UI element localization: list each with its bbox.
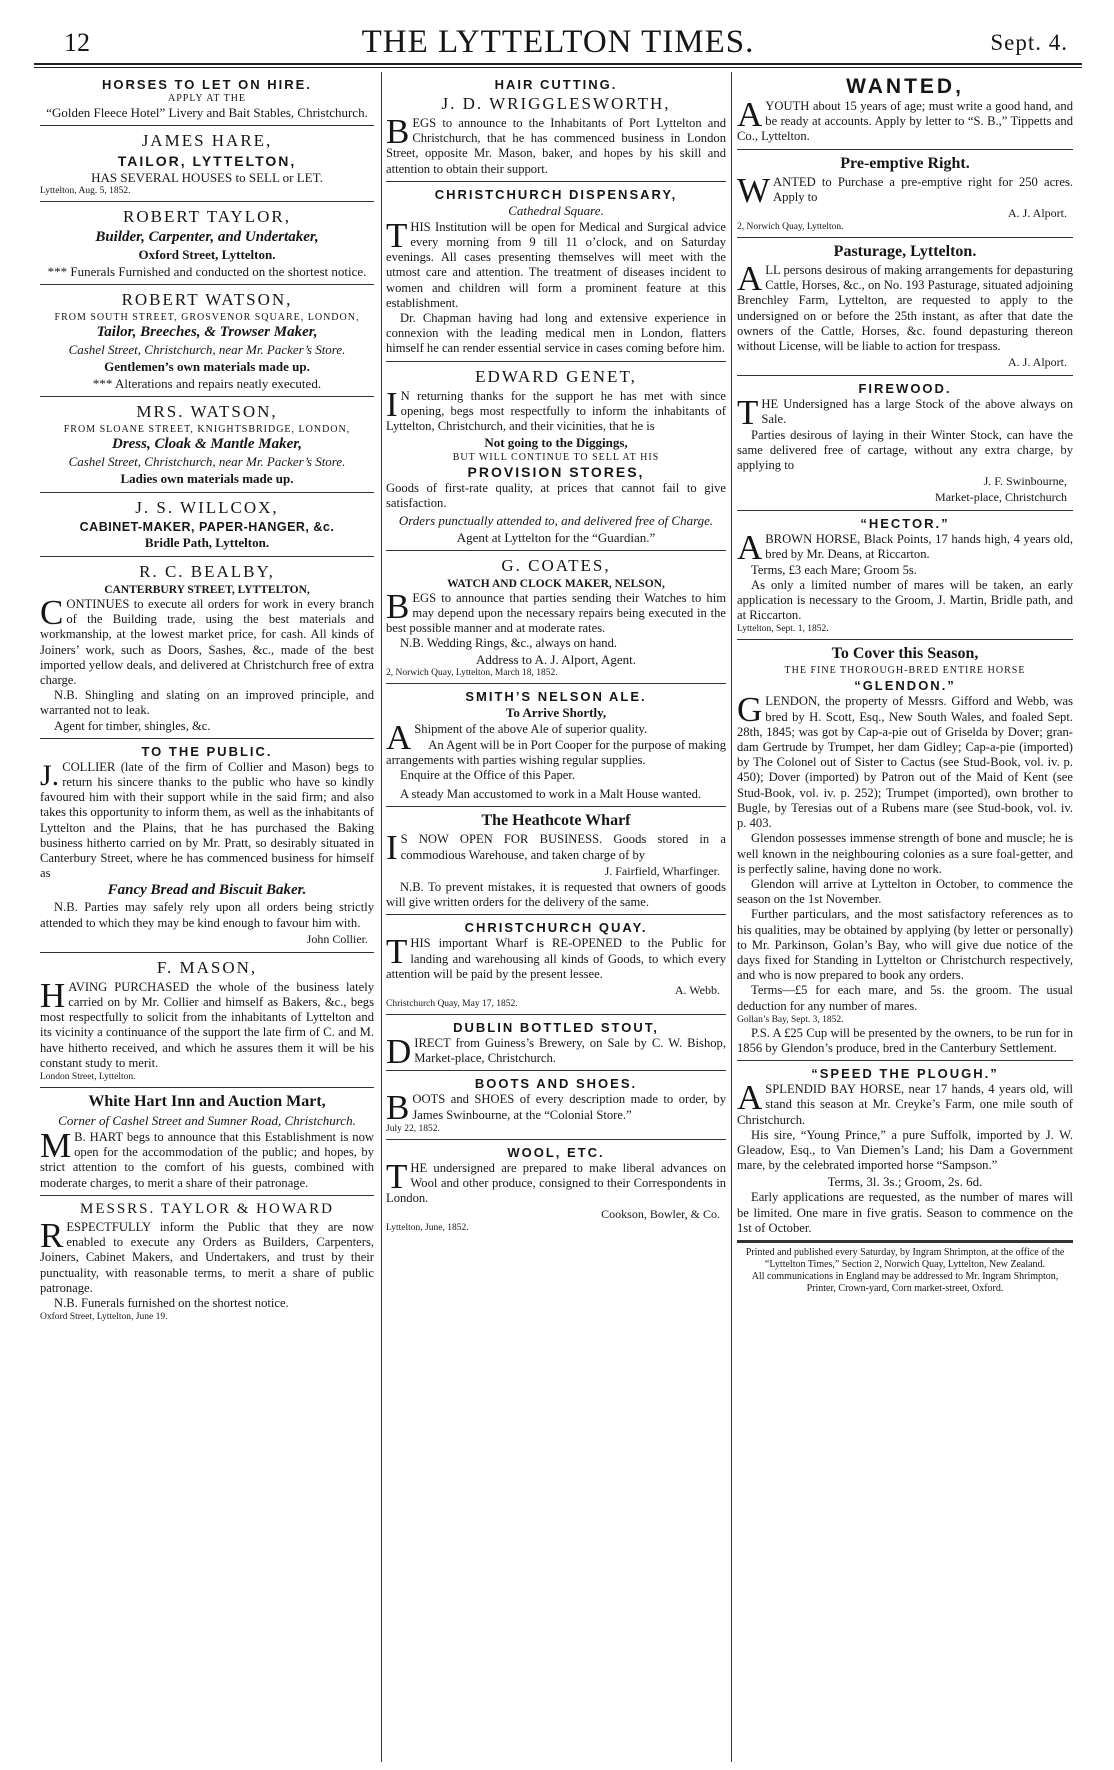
ad-text: LL persons desirous of making arrangements for depasturing Cattle, Horses, &c., on No. 193 Pasturage, situated adjoining Brenchley Farm, Lyttelton, are requested to apply to the undersigned on or before the 25th instant, as after that date the owners of the Cattle, Horses, &c. found depasturing thereon without License, will be liable to action for trespass. <box>737 263 1073 354</box>
imprint-line-2: All communications in England may be addressed to Mr. Ingram Shrimpton, Printer, Crown-yard, Corn market-street, Oxford. <box>751 1270 1059 1294</box>
advertiser-name: R. C. BEALBY, <box>139 562 275 581</box>
ad-robert-watson <box>40 285 374 397</box>
ad-text-4: A steady Man accustomed to work in a Malt House wanted. <box>400 787 702 802</box>
ad-boots-and-shoes <box>386 1071 726 1139</box>
drop-cap: T <box>737 393 759 433</box>
ad-text-2: Dr. Chapman having had long and extensive experience in connexion with the leading medical men in London, flatters himself he can render essential service in cases coming before him. <box>386 311 726 356</box>
ad-title: To Cover this Season, <box>831 645 979 663</box>
ad-terms: Terms—£5 for each mare, and 5s. the groom. The usual deduction for any number of mares. <box>737 983 1073 1013</box>
ad-james-hare <box>40 126 374 202</box>
advertiser-trade: Dress, Cloak & Mantle Maker, <box>111 436 303 452</box>
ad-text: YOUTH about 15 years of age; must write a good hand, and be ready at accounts. Apply by letter to “S. B.,” Tippetts and Co., Lyttelton. <box>737 99 1073 144</box>
ad-signature: J. Fairfield, Wharfinger. <box>604 863 720 878</box>
ad-bealby <box>40 557 374 739</box>
ad-agent: Agent for timber, shingles, &c. <box>54 718 211 733</box>
advertiser-name: ROBERT TAYLOR, <box>123 207 291 226</box>
ad-date: Lyttelton, Sept. 1, 1852. <box>737 624 829 635</box>
ad-note: Gentlemen’s own materials made up. <box>104 359 310 374</box>
ad-text: ANTED to Purchase a pre-emptive right for 250 acres. Apply to <box>773 174 1073 204</box>
drop-cap: I <box>386 828 398 868</box>
ad-note-2: *** Alterations and repairs neatly executed. <box>92 376 322 391</box>
ad-white-hart-inn <box>40 1088 374 1196</box>
ad-bottled-stout <box>386 1015 726 1071</box>
ad-text: EGS to announce that parties sending their Watches to him may depend upon the necessary repairs being executed in the best possible manner and at moderate rates. <box>386 590 726 636</box>
ad-text: N returning thanks for the support he has met with since opening, begs most respectfully to inform the inhabitants of Lyttelton, Christchurch, and their vicinities, that he is <box>386 388 726 434</box>
ad-title: WOOL, ETC. <box>507 1144 605 1160</box>
drop-cap: R <box>40 1215 64 1255</box>
advertiser-address: CANTERBURY STREET, LYTTELTON, <box>104 584 310 596</box>
ad-f-mason <box>40 953 374 1088</box>
ad-note: N.B. To prevent mistakes, it is requested that owners of goods will give written orders for the delivery of the same. <box>386 879 726 910</box>
ad-robert-taylor <box>40 202 374 285</box>
drop-cap: C <box>40 593 64 632</box>
ad-signature: J. F. Swinbourne, <box>983 474 1067 489</box>
ad-signature: John Collier. <box>306 931 368 946</box>
ad-date: Christchurch Quay, May 17, 1852. <box>386 998 518 1009</box>
advertiser-name: G. COATES, <box>501 555 611 575</box>
advertiser-trade: CABINET-MAKER, PAPER-HANGER, &c. <box>79 520 335 534</box>
ad-title: SMITH’S NELSON ALE. <box>465 689 647 705</box>
advertiser-trade: Fancy Bread and Biscuit Baker. <box>107 882 307 899</box>
ad-title: “SPEED THE PLOUGH.” <box>811 1066 999 1082</box>
ad-terms: Terms, 3l. 3s.; Groom, 2s. 6d. <box>827 1174 983 1190</box>
advertiser-name: J. S. WILLCOX, <box>135 498 279 517</box>
drop-cap: M <box>40 1126 72 1166</box>
ad-postscript: P.S. A £25 Cup will be presented by the owners, to be run for in 1856 by Glendon’s produce, bred in the Canterbury Settlement. <box>737 1025 1073 1055</box>
ad-text: ESPECTFULLY inform the Public that they are now enabled to execute any Orders as Builders, Carpenters, Joiners, Cabinet Makers, and Undertakers, and trust by their punctuality, with reasonable terms, to merit a share of public patronage. <box>40 1219 374 1295</box>
ad-to-the-public <box>40 739 374 953</box>
ad-address: Oxford Street, Lyttelton, June 19. <box>40 1312 168 1323</box>
advertiser-address: Bridle Path, Lyttelton. <box>144 535 270 550</box>
column-1 <box>40 72 374 1762</box>
ad-signature: A. J. Alport. <box>1007 206 1067 221</box>
ad-glendon <box>737 640 1073 1061</box>
ad-pre-emptive-right <box>737 150 1073 238</box>
drop-cap: H <box>40 975 66 1015</box>
ad-subtitle: To Arrive Shortly, <box>505 705 607 721</box>
ad-italic-note: Orders punctually attended to, and delivered free of Charge. <box>398 512 714 528</box>
masthead-rule <box>34 63 1082 65</box>
ad-text-2: An Agent will be in Port Cooper for the purpose of making arrangements with parties wishing regular supplies. <box>386 737 726 767</box>
ad-hair-cutting <box>386 72 726 182</box>
ad-text-2: Glendon possesses immense strength of bone and muscle; he is well known in the neighbouring colonies as a sure foal-getter, and is perfectly saline, having done no work. <box>737 831 1073 876</box>
ad-christchurch-quay <box>386 915 726 1015</box>
drop-cap: T <box>386 1156 408 1196</box>
ad-text-3: Early applications are requested, as the number of mares will be limited. One mare in five gratis. Season to commence on the 1st of October. <box>737 1190 1073 1235</box>
ad-title: Pre-emptive Right. <box>840 154 970 172</box>
drop-cap: G <box>737 690 763 730</box>
ad-taylor-howard <box>40 1196 374 1327</box>
page-number: 12 <box>64 28 90 57</box>
drop-cap: I <box>386 384 398 424</box>
column-3 <box>737 72 1073 1762</box>
ad-note: Ladies own materials made up. <box>120 471 294 486</box>
ad-wanted <box>737 72 1073 150</box>
ad-text: SPLENDID BAY HORSE, near 17 hands, 4 years old, will stand this season at Mr. Creyke’s Farm, one mile south of Christchurch. <box>737 1082 1073 1127</box>
advertiser-address: Cashel Street, Christchurch, near Mr. Packer’s Store. <box>68 454 346 469</box>
ad-text: “Golden Fleece Hotel” Livery and Bait Stables, Christchurch. <box>46 105 368 120</box>
drop-cap: A <box>386 718 412 758</box>
ad-text-2: Parties desirous of laying in their Winter Stock, can have the same delivered free of cartage, without any extra charge, by applying to <box>737 427 1073 473</box>
ad-title: WANTED, <box>846 75 964 98</box>
ad-text: ONTINUES to execute all orders for work in every branch of the Building trade, using the best materials and workmanship, at the lowest market price, for cash. All kinds of Joiners’ work, such as Doors, Sashes, &c., made of the best imported yellow deals, and delivered at Christchurch free of extra charge. <box>40 597 374 688</box>
drop-cap: T <box>386 932 408 972</box>
ad-text: HE Undersigned has a large Stock of the above always on Sale. <box>761 397 1073 427</box>
advertiser-name: ROBERT WATSON, <box>121 290 293 309</box>
ad-text-3: Glendon will arrive at Lyttelton in October, to commence the season on the 1st November. <box>737 876 1073 907</box>
ad-edward-genet <box>386 362 726 551</box>
ad-date: 2, Norwich Quay, Lyttelton. <box>737 222 844 233</box>
advertiser-address: Cashel Street, Christchurch, near Mr. Packer’s Store. <box>68 342 346 357</box>
column-2 <box>386 72 726 1762</box>
ad-text: EGS to announce to the Inhabitants of Port Lyttelton and Christchurch, that he has commenced business in London Street, opposite Mr. Mason, baker, and hopes by his skill and attention to obtain their support. <box>386 116 726 176</box>
ad-text: S NOW OPEN FOR BUSINESS. Goods stored in a commodious Warehouse, and taken charge of by <box>400 832 726 862</box>
ad-text: HE undersigned are prepared to make liberal advances on Wool and other produce, consigned to their Correspondents in London. <box>386 1160 726 1206</box>
ad-stores: PROVISION STORES, <box>467 464 645 481</box>
ad-text: OOTS and SHOES of every description made to order, by James Swinbourne, at the “Colonial Store.” <box>412 1092 726 1122</box>
advertiser-origin: FROM SLOANE STREET, KNIGHTSBRIDGE, LONDON, <box>63 424 351 435</box>
ad-date: 2, Norwich Quay, Lyttelton, March 18, 1852. <box>386 668 558 679</box>
ad-date: July 22, 1852. <box>386 1123 440 1134</box>
ad-text-2: Goods of first-rate quality, at prices that cannot fail to give satisfaction. <box>386 481 726 511</box>
drop-cap: B <box>386 112 410 151</box>
masthead <box>34 24 1082 58</box>
ad-address: Address to A. J. Alport, Agent. <box>476 652 636 668</box>
ad-signature-2: Market-place, Christchurch <box>935 490 1067 505</box>
ad-note: N.B. Shingling and slating on an improved principle, and warranted not to leak. <box>40 688 374 718</box>
ad-address: London Street, Lyttelton. <box>40 1072 136 1083</box>
ad-firewood <box>737 376 1073 511</box>
advertiser-trade: Builder, Carpenter, and Undertaker, <box>95 229 319 245</box>
ad-title: CHRISTCHURCH QUAY. <box>464 920 648 936</box>
ad-date: Lyttelton, Aug. 5, 1852. <box>40 186 131 196</box>
printer-imprint <box>737 1241 1073 1299</box>
advertiser-name: EDWARD GENET, <box>475 366 637 386</box>
horse-name: “GLENDON.” <box>854 678 956 694</box>
ad-note: N.B. Wedding Rings, &c., always on hand. <box>400 636 618 651</box>
ad-heathcote-wharf <box>386 807 726 915</box>
ad-subline: BUT WILL CONTINUE TO SELL AT HIS <box>452 452 660 464</box>
ad-subtitle: THE FINE THOROUGH-BRED ENTIRE HORSE <box>784 665 1026 677</box>
ad-emphasis: Not going to the Diggings, <box>484 435 628 451</box>
ad-note: N.B. Funerals furnished on the shortest notice. <box>54 1295 289 1310</box>
ad-willcox <box>40 493 374 557</box>
ad-agent: Agent at Lyttelton for the “Guardian.” <box>456 529 656 545</box>
ad-date: Gollan’s Bay, Sept. 3, 1852. <box>737 1014 844 1025</box>
ad-text: COLLIER (late of the firm of Collier and Mason) begs to return his sincere thanks to the public who have so kindly favoured him with their support while in the said firm; and also takes this opportunity to inform them, as well as the inhabitants of Lyttelton and the Plains, that he has purchased the Baking business hitherto carried on by Mr. Pratt, so desirably situated in Canterbury Street, where he has commenced business for himself as <box>40 759 374 881</box>
ad-title: BOOTS AND SHOES. <box>474 1076 638 1092</box>
column-divider-2 <box>731 72 732 1762</box>
drop-cap: A <box>737 259 763 299</box>
ad-text-3: Enquire at the Office of this Paper. <box>400 768 575 783</box>
advertiser-trade: WATCH AND CLOCK MAKER, NELSON, <box>447 577 665 590</box>
ad-text-4: Further particulars, and the most satisfactory references as to his qualities, may be obtained by applying (by letter or personally) to Mr. Parkinson, Golan’s Bay, who will give due notice of the days fixed for Standing in Lyttelton or Christchurch respectively, and who is now prepared to book any orders. <box>737 907 1073 983</box>
column-divider-1 <box>381 72 382 1762</box>
ad-title: TO THE PUBLIC. <box>141 743 273 759</box>
ad-title: “HECTOR.” <box>860 516 950 532</box>
ad-text: *** Funerals Furnished and conducted on the shortest notice. <box>47 264 367 279</box>
ad-title: CHRISTCHURCH DISPENSARY, <box>434 186 678 202</box>
drop-cap: A <box>737 1078 763 1118</box>
ad-title: HORSES TO LET ON HIRE. <box>102 77 312 92</box>
ad-pasturage <box>737 238 1073 376</box>
ad-subline: APPLY AT THE <box>167 93 247 104</box>
ad-text: IRECT from Guiness’s Brewery, on Sale by C. W. Bishop, Market-place, Christchurch. <box>414 1035 726 1066</box>
ad-text-2: His sire, “Young Prince,” a pure Suffolk, imported by J. W. Gleadow, Esq., to Van Diemen’s Land; his Dam a Government mare, by the celebrated imported horse “Sampson.” <box>737 1127 1073 1173</box>
ad-nelson-ale <box>386 684 726 807</box>
ad-text: BROWN HORSE, Black Points, 17 hands high, 4 years old, bred by Mr. Deans, at Riccarton. <box>765 532 1073 562</box>
ad-signature: A. J. Alport. <box>1007 355 1067 370</box>
ad-text: HIS important Wharf is RE-OPENED to the Public for landing and warehousing all kinds of Goods, to which every attention will be paid by the present lessee. <box>386 936 726 981</box>
ad-text: AVING PURCHASED the whole of the business lately carried on by Mr. Collier and himself as Bakers, &c., begs most respectfully to solicit from the inhabitants of Lyttelton and its vicinity a continuance of the support the late firm of C. and M. have hitherto received, and which he assures them it will be his constant study to merit. <box>40 979 374 1070</box>
ad-subtitle: Cathedral Square. <box>508 202 604 218</box>
ad-terms: Terms, £3 each Mare; Groom 5s. <box>751 562 917 577</box>
newspaper-title: THE LYTTELTON TIMES. <box>361 24 755 60</box>
ad-text: HIS Institution will be open for Medical and Surgical advice every morning from 9 till 11 o’clock, and on Saturday evenings. All cases presenting themselves will meet with the utmost care and attention. The treatment of diseases incident to women and children will form a prominent feature at this establishment. <box>386 219 726 310</box>
advertiser-trade: TAILOR, LYTTELTON, <box>117 153 297 169</box>
ad-title: DUBLIN BOTTLED STOUT, <box>453 1019 659 1035</box>
ad-signature: Cookson, Bowler, & Co. <box>601 1207 720 1222</box>
ad-text-2: As only a limited number of mares will be taken, an early application is necessary to the Groom, J. Martin, Bridle path, and at Riccarton. <box>737 577 1073 623</box>
drop-cap: W <box>737 170 771 210</box>
ad-title: HAIR CUTTING. <box>494 77 618 92</box>
ad-speed-the-plough <box>737 1061 1073 1241</box>
drop-cap: B <box>386 1088 410 1128</box>
advertiser-name: J. D. WRIGGLESWORTH, <box>441 94 671 113</box>
ad-g-coates <box>386 551 726 685</box>
ad-title: Pasturage, Lyttelton. <box>833 243 977 261</box>
ad-text: LENDON, the property of Messrs. Gifford and Webb, was bred by H. Scott, Esq., New South Wales, and foaled Sept. 28th, 1845; was got by Cap-a-pie out of Griselda by Dover; gran-dam Gertrude by Trumpet, her dam Gidley; Cap-a-pie (imported) by The Colonel out of Sister to Cactus (see Stud-Book, vol. iv. p. 450); Dover (imported) by Patron out of the Maid of Kent (see Stud-Book, vol. iv. p. 252); Trumpet (imported), own brother to Bugle, by Teresias out of a Rubens mare (see Stud-book, vol. iv. p. 403. <box>737 694 1073 831</box>
ad-date: Lyttelton, June, 1852. <box>386 1223 469 1234</box>
advertiser-name: MESSRS. TAYLOR & HOWARD <box>79 1200 334 1217</box>
ad-signature: A. Webb. <box>674 982 720 997</box>
drop-cap: B <box>386 586 410 626</box>
masthead-rule-thin <box>34 67 1082 68</box>
drop-cap: J. <box>40 758 60 792</box>
advertiser-name: F. MASON, <box>156 957 258 977</box>
imprint-line-1: Printed and published every Saturday, by Ingram Shrimpton, at the office of the “Lyttelton Times,” Section 2, Norwich Quay, Lyttelton, New Zealand. <box>745 1246 1065 1270</box>
advertiser-address: Oxford Street, Lyttelton. <box>138 247 276 262</box>
ad-text: B. HART begs to announce that this Establishment is now open for the accommodation of the public; and hopes, by strict attention to the comfort of his guests, combined with moderate charges, to merit a share of their patronage. <box>40 1130 374 1190</box>
ad-text: Shipment of the above Ale of superior quality. <box>414 722 648 737</box>
ad-mrs-watson <box>40 397 374 493</box>
ad-title: The Heathcote Wharf <box>481 812 631 830</box>
ad-hector <box>737 511 1073 640</box>
ad-wool <box>386 1140 726 1239</box>
issue-date: Sept. 4. <box>990 30 1068 55</box>
ad-title: FIREWOOD. <box>858 381 952 397</box>
ad-subtitle: Corner of Cashel Street and Sumner Road, Christchurch. <box>58 1113 356 1129</box>
advertiser-name: JAMES HARE, <box>141 131 273 150</box>
ad-christchurch-dispensary <box>386 182 726 362</box>
ad-text: HAS SEVERAL HOUSES to SELL or LET. <box>91 170 323 185</box>
drop-cap: A <box>737 95 763 134</box>
drop-cap: T <box>386 215 408 255</box>
ad-title: White Hart Inn and Auction Mart, <box>88 1093 326 1111</box>
ad-note: N.B. Parties may safely rely upon all orders being strictly attended to which they may be kind enough to favour him with. <box>40 900 374 930</box>
advertiser-origin: FROM SOUTH STREET, GROSVENOR SQUARE, LONDON, <box>54 312 360 323</box>
drop-cap: A <box>737 528 763 568</box>
advertiser-trade: Tailor, Breeches, & Trowser Maker, <box>96 324 318 340</box>
drop-cap: D <box>386 1031 412 1071</box>
ad-horses-to-let <box>40 72 374 126</box>
advertiser-name: MRS. WATSON, <box>136 402 278 421</box>
